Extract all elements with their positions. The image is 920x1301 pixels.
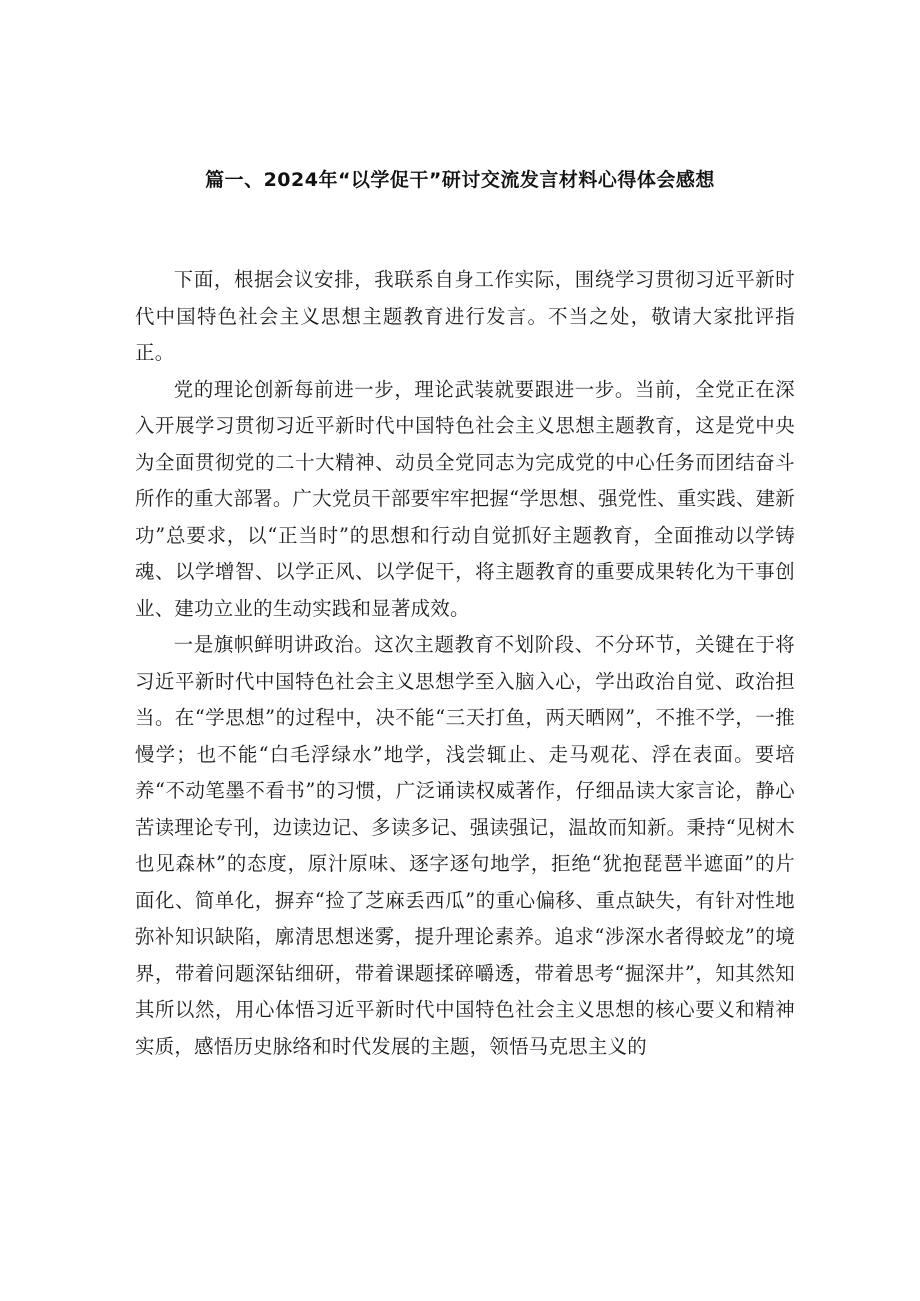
paragraph-theory: 党的理论创新每前进一步，理论武装就要跟进一步。当前，全党正在深入开展学习贯彻习近平新时代中国特色社会主义思想主题教育，这是党中央为全面贯彻党的二十大精神、动员全党同志为完成党的中心任务而团结奋斗所作的重大部署。广大党员干部要牢牢把握“学思想、强党性、重实践、建新功”总要求，以“正当时”的思想和行动自觉抓好主题教育，全面推动以学铸魂、以学增智、以学正风、以学促干，将主题教育的重要成果转化为干事创业、建功立业的生动实践和显著成效。 — [135, 377, 796, 620]
paragraph-intro: 下面，根据会议安排，我联系自身工作实际，围绕学习贯彻习近平新时代中国特色社会主义思想主题教育进行发言。不当之处，敬请大家批评指正。 — [135, 268, 795, 364]
document-title: 篇一、2024年“以学促干”研讨交流发言材料心得体会感想 — [205, 169, 715, 191]
document-body — [135, 262, 795, 1065]
paragraph-politics: 一是旗帜鲜明讲政治。这次主题教育不划阶段、不分环节，关键在于将习近平新时代中国特色社会主义思想学至入脑入心，学出政治自觉、政治担当。在“学思想”的过程中，决不能“三天打鱼，两天晒网”，不推不学，一推慢学；也不能“白毛浮绿水”地学，浅尝辄止、走马观花、浮在表面。要培养“不动笔墨不看书”的习惯，广泛诵读权威著作，仔细品读大家言论，静心苦读理论专刊，边读边记、多读多记、强读强记，温故而知新。秉持“见树木也见森林”的态度，原汁原味、逐字逐句地学，拒绝“犹抱琵琶半遮面”的片面化、简单化，摒弃“捡了芝麻丢西瓜”的重心偏移、重点缺失，有针对性地弥补知识缺陷，廓清思想迷雾，提升理论素养。追求“涉深水者得蛟龙”的境界，带着问题深钻细研，带着课题揉碎嚼透，带着思考“掘深井”，知其然知其所以然，用心体悟习近平新时代中国特色社会主义思想的核心要义和精神实质，感悟历史脉络和时代发展的主题，领悟马克思主义的 — [135, 633, 796, 1058]
